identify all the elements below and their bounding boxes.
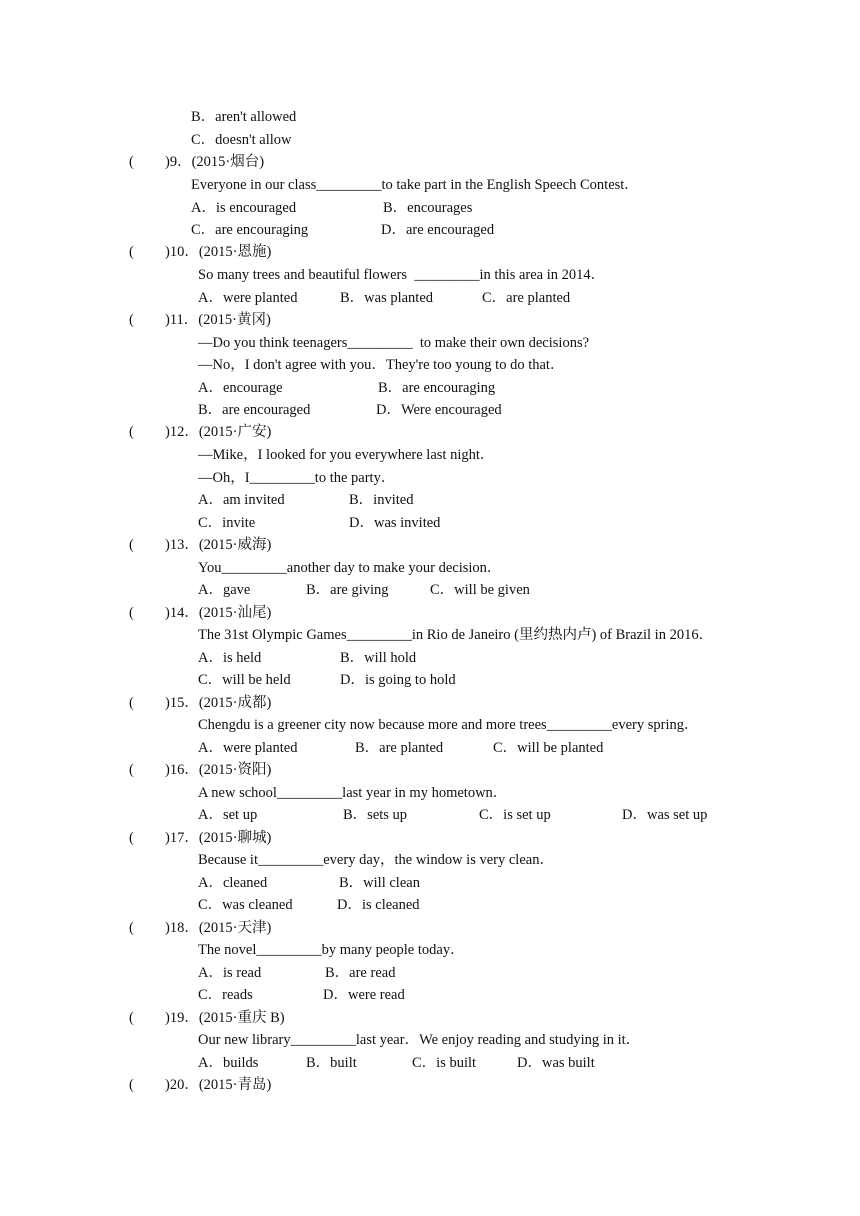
option-text: D．is cleaned (337, 897, 420, 913)
question-stem: Our new library_________last year．We enjoy reading and studying in it． (198, 1032, 641, 1048)
option-text: C．reads (198, 987, 253, 1003)
option-text: A．is read (198, 965, 262, 981)
option-text: D．are encouraged (381, 222, 495, 238)
question-header: )9．(2015·烟台) (165, 154, 265, 170)
option-text: A．were planted (198, 290, 298, 306)
option-text: A．builds (198, 1055, 259, 1071)
option-text: B．aren't allowed (191, 109, 297, 125)
option-text: A．gave (198, 582, 251, 598)
answer-bracket: ( (129, 830, 134, 846)
option-text: D．were read (323, 987, 405, 1003)
question-stem: —Mike，I looked for you everywhere last night． (198, 447, 495, 463)
option-text: B．invited (349, 492, 414, 508)
question-header: )12．(2015·广安) (165, 424, 272, 440)
question-stem: The 31st Olympic Games_________in Rio de Janeiro (里约热内卢) of Brazil in 2016． (198, 627, 714, 643)
answer-bracket: ( (129, 537, 134, 553)
answer-bracket: ( (129, 1077, 134, 1093)
answer-bracket: ( (129, 1010, 134, 1026)
option-text: C．invite (198, 515, 256, 531)
option-text: B．built (306, 1055, 357, 1071)
question-stem: Because it_________every day，the window is very clean． (198, 852, 554, 868)
option-text: A．is encouraged (191, 200, 297, 216)
question-stem: You_________another day to make your decision． (198, 560, 502, 576)
option-text: B．are encouraged (198, 402, 311, 418)
answer-bracket: ( (129, 154, 134, 170)
option-text: B．sets up (343, 807, 408, 823)
answer-bracket: ( (129, 312, 134, 328)
option-text: D．was set up (622, 807, 708, 823)
option-text: C．will be given (430, 582, 530, 598)
option-text: B．encourages (383, 200, 473, 216)
question-stem: A new school_________last year in my hometown． (198, 785, 508, 801)
option-text: A．cleaned (198, 875, 268, 891)
option-text: B．are read (325, 965, 396, 981)
question-stem: The novel_________by many people today． (198, 942, 465, 958)
option-text: D．was built (517, 1055, 595, 1071)
option-text: C．is set up (479, 807, 551, 823)
option-text: C．is built (412, 1055, 477, 1071)
option-text: C．are planted (482, 290, 571, 306)
option-text: D．was invited (349, 515, 441, 531)
question-header: )17．(2015·聊城) (165, 830, 272, 846)
option-text: B．are encouraging (378, 380, 496, 396)
option-text: A．is held (198, 650, 262, 666)
option-text: A．set up (198, 807, 258, 823)
question-stem: —No，I don't agree with you．They're too young to do that． (198, 357, 565, 373)
question-header: )13．(2015·威海) (165, 537, 272, 553)
question-header: )10．(2015·恩施) (165, 244, 272, 260)
option-text: B．was planted (340, 290, 434, 306)
option-text: C．was cleaned (198, 897, 293, 913)
option-text: B．are planted (355, 740, 444, 756)
question-stem: Chengdu is a greener city now because more and more trees_________every spring． (198, 717, 699, 733)
question-stem: —Oh，I_________to the party． (198, 470, 396, 486)
answer-bracket: ( (129, 605, 134, 621)
option-text: A．encourage (198, 380, 283, 396)
question-header: )15．(2015·成都) (165, 695, 272, 711)
question-header: )16．(2015·资阳) (165, 762, 272, 778)
option-text: B．will hold (340, 650, 417, 666)
option-text: A．am invited (198, 492, 285, 508)
answer-bracket: ( (129, 424, 134, 440)
option-text: C．are encouraging (191, 222, 309, 238)
option-text: C．doesn't allow (191, 132, 292, 148)
question-header: )11．(2015·黄冈) (165, 312, 271, 328)
question-header: )19．(2015·重庆 B) (165, 1010, 285, 1026)
question-stem: So many trees and beautiful flowers _________in this area in 2014． (198, 267, 606, 283)
option-text: D．is going to hold (340, 672, 456, 688)
question-header: )20．(2015·青岛) (165, 1077, 272, 1093)
answer-bracket: ( (129, 244, 134, 260)
question-header: )18．(2015·天津) (165, 920, 272, 936)
answer-bracket: ( (129, 762, 134, 778)
answer-bracket: ( (129, 920, 134, 936)
option-text: B．are giving (306, 582, 389, 598)
option-text: A．were planted (198, 740, 298, 756)
option-text: B．will clean (339, 875, 420, 891)
question-header: )14．(2015·汕尾) (165, 605, 272, 621)
option-text: C．will be held (198, 672, 291, 688)
answer-bracket: ( (129, 695, 134, 711)
option-text: C．will be planted (493, 740, 604, 756)
option-text: D．Were encouraged (376, 402, 502, 418)
question-stem: Everyone in our class_________to take part in the English Speech Contest． (191, 177, 639, 193)
question-stem: —Do you think teenagers_________ to make their own decisions? (198, 335, 590, 351)
